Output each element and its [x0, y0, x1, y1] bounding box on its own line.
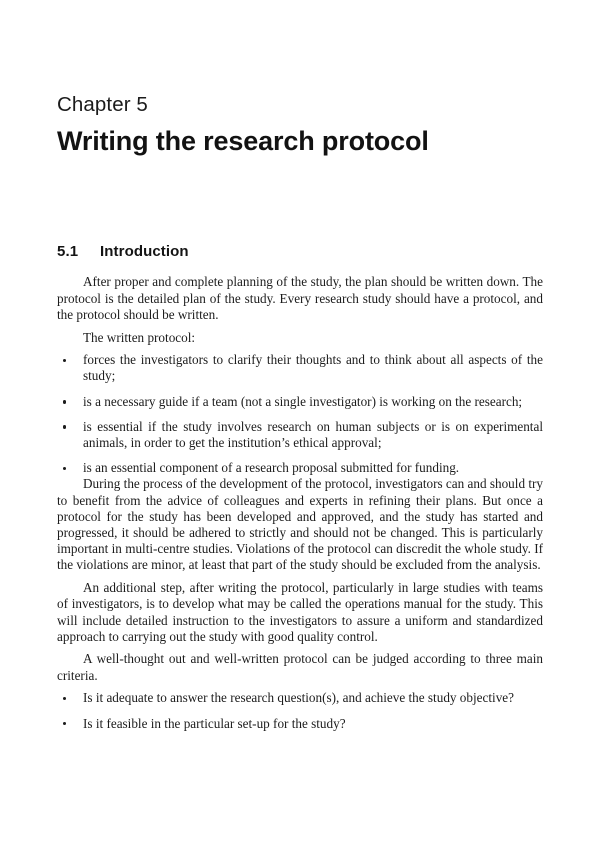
chapter-title: Writing the research protocol	[57, 126, 429, 156]
list-item-text: forces the investigators to clarify their thoughts and to think about all aspects of the study;	[83, 352, 543, 384]
list-item	[57, 690, 543, 706]
bullet-point-icon	[63, 359, 66, 362]
bullet-point-icon	[63, 425, 66, 428]
chapter-label: Chapter 5	[57, 93, 148, 116]
list-item-text: Is it adequate to answer the research question(s), and achieve the study objective?	[83, 690, 514, 706]
bullet-point-icon	[63, 722, 66, 725]
paragraph: A well-thought out and well-written protocol can be judged according to three main criteria.	[57, 651, 543, 683]
list-item	[57, 419, 543, 451]
paragraph: An additional step, after writing the protocol, particularly in large studies with teams of investigators, is to develop what may be called the operations manual for the study. This will include detailed instruction to the investigators to assure a uniform and standardized approach to carrying out the study with good quality control.	[57, 580, 543, 644]
paragraph: During the process of the development of the protocol, investigators can and should try to benefit from the advice of colleagues and experts in refining their plans. But once a protocol for the study has been developed and approved, and the study has started and progressed, it should be adhered to strictly and should not be changed. This is particularly important in multi-centre studies. Violations of the protocol can discredit the whole study. If the violations are minor, at least that part of the study should be excluded from the analysis.	[57, 476, 543, 573]
list-item	[57, 716, 543, 732]
page-content	[57, 92, 543, 732]
chapter-heading-block	[57, 92, 543, 157]
list-item	[57, 352, 543, 384]
list-item-text: is a necessary guide if a team (not a single investigator) is working on the research;	[83, 393, 523, 409]
paragraph: After proper and complete planning of the study, the plan should be written down. The protocol is the detailed plan of the study. Every research study should have a protocol, and the protocol should be written.	[57, 274, 543, 322]
list-item	[57, 460, 543, 476]
bullet-point-icon	[63, 400, 66, 403]
section-heading-block	[57, 243, 543, 260]
section-heading	[57, 243, 543, 260]
list-item-text: is an essential component of a research proposal submitted for funding.	[83, 460, 460, 476]
bullet-list-judging-criteria	[57, 690, 543, 731]
paragraph: The written protocol:	[83, 329, 196, 345]
list-item-text: is essential if the study involves research on human subjects or is on experimental animals, in order to get the institution’s ethical approval;	[83, 418, 543, 451]
bullet-point-icon	[63, 467, 66, 470]
body-text	[57, 274, 543, 731]
section-number: 5.1	[57, 243, 79, 261]
section-title: Introduction	[100, 243, 189, 261]
list-item	[57, 394, 543, 410]
list-item-text: Is it feasible in the particular set-up for the study?	[83, 715, 346, 731]
bullet-list-criteria-protocol	[57, 352, 543, 476]
bullet-point-icon	[63, 697, 66, 700]
